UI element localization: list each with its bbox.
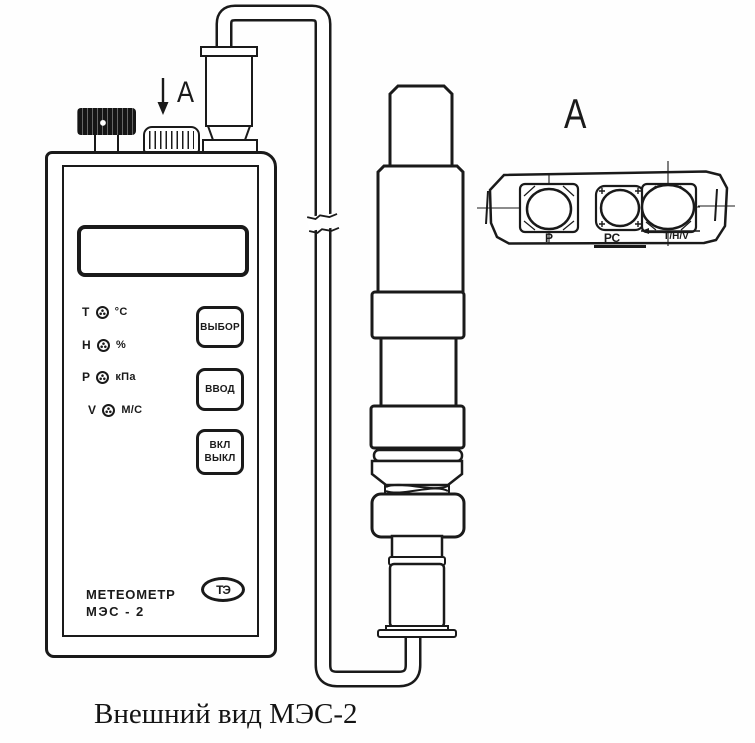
socket-p — [520, 184, 578, 232]
view-a-title: А — [564, 90, 587, 137]
socket-thv — [642, 184, 696, 232]
select-button: ВЫБОР — [196, 306, 244, 348]
ribbed-cap-icon — [143, 126, 200, 153]
socket-label-pc: РС — [603, 231, 621, 245]
sensor-probe — [371, 86, 464, 637]
model-name: МЭС - 2 — [86, 604, 145, 619]
led-indicator-icon — [96, 371, 109, 384]
indicator-label: Н — [82, 338, 91, 352]
indicator-label: Р — [82, 370, 91, 384]
figure-caption: Внешний вид МЭС-2 — [94, 698, 358, 730]
cable-connector-body — [205, 55, 253, 127]
socket-label-p: Р — [544, 231, 553, 245]
manufacturer-logo: ТЭ — [201, 577, 245, 602]
led-indicator-icon — [96, 306, 109, 319]
indicator-unit: М/С — [121, 404, 143, 416]
indicator-row-pressure — [82, 369, 136, 385]
probe-neck — [392, 536, 442, 558]
enter-button: ВВОД — [196, 368, 244, 411]
indicator-unit: кПа — [115, 371, 136, 383]
indicator-row-humidity — [82, 337, 126, 353]
probe-taper-band — [372, 461, 462, 485]
led-indicator-icon — [102, 404, 115, 417]
indicator-unit: °С — [114, 306, 128, 318]
cable-connector-flange — [200, 46, 258, 57]
adjust-knob-stem — [94, 133, 119, 153]
indicator-unit: % — [115, 339, 127, 351]
socket-label-thv: Т/Н/V — [663, 231, 689, 242]
indicator-label: V — [88, 403, 97, 417]
probe-lower-cylinder — [390, 564, 444, 627]
power-button — [196, 429, 244, 475]
probe-grip — [372, 494, 464, 537]
power-button-line2: ВЫКЛ — [204, 453, 236, 464]
probe-upper-body — [378, 166, 463, 294]
pc-underline — [594, 245, 646, 248]
power-button-line1: ВКЛ — [209, 440, 231, 451]
led-indicator-icon — [97, 339, 110, 352]
view-direction-arrow-icon — [158, 78, 169, 115]
probe-collar-upper — [372, 292, 464, 338]
indicator-row-temperature — [82, 304, 128, 320]
indicator-row-velocity — [88, 402, 142, 418]
connector-taper — [208, 126, 250, 140]
adjust-knob-icon — [77, 108, 136, 135]
indicator-label: Т — [82, 305, 90, 319]
probe-shaft — [381, 330, 456, 415]
view-direction-label: А — [177, 76, 195, 109]
probe-flange-lower — [378, 630, 456, 637]
probe-ring — [374, 450, 462, 461]
probe-head — [390, 86, 452, 167]
brand-name: МЕТЕОМЕТР — [86, 587, 176, 602]
socket-pc — [596, 186, 644, 230]
probe-collar-lower — [371, 406, 464, 448]
cap-ribs — [149, 131, 194, 149]
lcd-display — [77, 225, 249, 277]
